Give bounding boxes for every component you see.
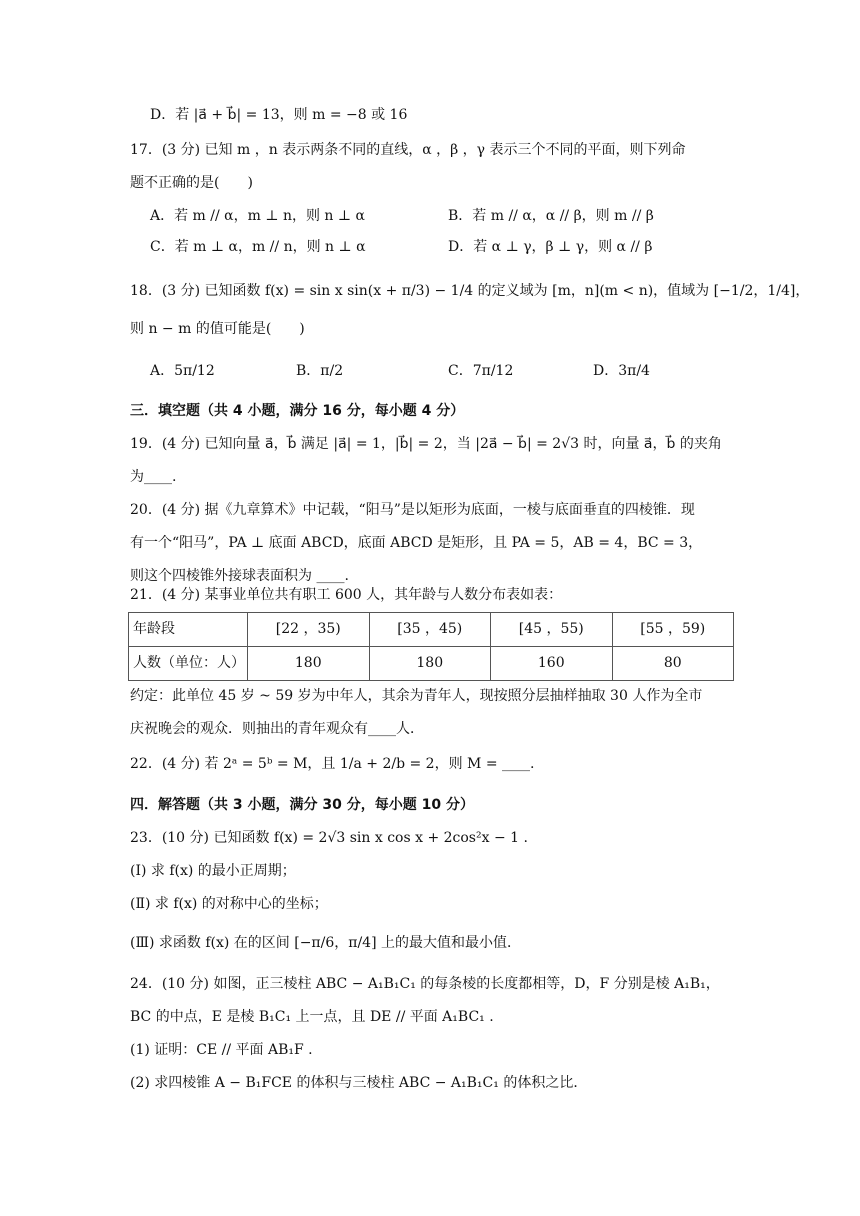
table-header-row <box>129 613 734 647</box>
table-header-cell: [45 ，55) <box>491 613 613 647</box>
q18-option-c: C．7π/12 <box>448 363 514 379</box>
q19-stem-line2: 为____. <box>130 469 177 485</box>
q22-stem: 22．(4 分) 若 2ᵃ = 5ᵇ = M，且 1/a + 2/b = 2，则 M = ____. <box>130 756 535 772</box>
section-3-heading: 三．填空题（共 4 小题，满分 16 分，每小题 4 分） <box>130 403 465 419</box>
q17-stem-line2: 题不正确的是( ) <box>130 175 253 191</box>
age-distribution-table <box>128 612 734 681</box>
table-header-cell: [55 ，59) <box>612 613 734 647</box>
q20-stem-line3: 则这个四棱锥外接球表面积为 ____. <box>130 568 349 584</box>
q23-part-3: (Ⅲ) 求函数 f(x) 在的区间 [−π/6，π/4] 上的最大值和最小值． <box>130 935 521 951</box>
table-cell: 180 <box>248 647 370 681</box>
table-row <box>129 647 734 681</box>
q23-stem: 23．(10 分) 已知函数 f(x) = 2√3 sin x cos x + 2cos²x − 1 . <box>130 830 528 846</box>
q21-after-line1: 约定：此单位 45 岁 ~ 59 岁为中年人，其余为青年人，现按照分层抽样抽取 30 人作为全市 <box>130 688 703 704</box>
q18-option-a: A．5π/12 <box>150 363 215 379</box>
q23-part-2: (Ⅱ) 求 f(x) 的对称中心的坐标； <box>130 896 328 912</box>
q24-part-1: (1) 证明：CE // 平面 AB₁F . <box>130 1042 313 1058</box>
q19-stem-line1: 19．(4 分) 已知向量 a⃗，b⃗ 满足 |a⃗| = 1，|b⃗| = 2，当 |2a⃗ − b⃗| = 2√3 时，向量 a⃗，b⃗ 的夹角 <box>130 436 722 452</box>
q17-option-a: A．若 m // α，m ⊥ n，则 n ⊥ α <box>150 208 365 224</box>
q18-option-d: D．3π/4 <box>593 363 650 379</box>
q16-option-d: D．若 |a⃗ + b⃗| = 13，则 m = −8 或 16 <box>150 107 408 123</box>
table-cell: 人数（单位：人） <box>129 647 248 681</box>
q21-after-line2: 庆祝晚会的观众．则抽出的青年观众有____人． <box>130 721 424 737</box>
q18-stem-line1: 18．(3 分) 已知函数 f(x) = sin x sin(x + π/3) − 1/4 的定义域为 [m，n](m < n)，值域为 [−1/2，1/4]， <box>130 283 810 299</box>
q17-stem-line1: 17．(3 分) 已知 m ，n 表示两条不同的直线，α ，β ，γ 表示三个不同的平面，则下列命 <box>130 142 686 158</box>
table-cell: 80 <box>612 647 734 681</box>
section-4-heading: 四．解答题（共 3 小题，满分 30 分，每小题 10 分） <box>130 797 474 813</box>
q17-option-d: D．若 α ⊥ γ，β ⊥ γ，则 α // β <box>448 239 653 255</box>
q24-stem-line1: 24．(10 分) 如图，正三棱柱 ABC − A₁B₁C₁ 的每条棱的长度都相等，D，F 分别是棱 A₁B₁， <box>130 976 720 992</box>
q20-stem-line1: 20．(4 分) 据《九章算术》中记载，“阳马”是以矩形为底面，一棱与底面垂直的四棱锥．现 <box>130 502 695 518</box>
q20-stem-line2: 有一个“阳马”，PA ⊥ 底面 ABCD，底面 ABCD 是矩形，且 PA = 5，AB = 4，BC = 3， <box>130 535 703 551</box>
table-header-cell: 年龄段 <box>129 613 248 647</box>
table-header-cell: [22 ，35) <box>248 613 370 647</box>
q17-option-b: B．若 m // α，α // β，则 m // β <box>448 208 654 224</box>
table-cell: 160 <box>491 647 613 681</box>
q21-stem: 21．(4 分) 某事业单位共有职工 600 人，其年龄与人数分布表如表： <box>130 587 563 603</box>
q18-option-b: B．π/2 <box>296 363 344 379</box>
q24-part-2: (2) 求四棱锥 A − B₁FCE 的体积与三棱柱 ABC − A₁B₁C₁ 的体积之比． <box>130 1075 588 1091</box>
q18-stem-line2: 则 n − m 的值可能是( ) <box>130 321 305 337</box>
q23-part-1: (Ⅰ) 求 f(x) 的最小正周期； <box>130 863 296 879</box>
table-header-cell: [35 ，45) <box>369 613 491 647</box>
q17-option-c: C．若 m ⊥ α，m // n，则 n ⊥ α <box>150 239 366 255</box>
q24-stem-line2: BC 的中点，E 是棱 B₁C₁ 上一点，且 DE // 平面 A₁BC₁ . <box>130 1009 494 1025</box>
table-cell: 180 <box>369 647 491 681</box>
